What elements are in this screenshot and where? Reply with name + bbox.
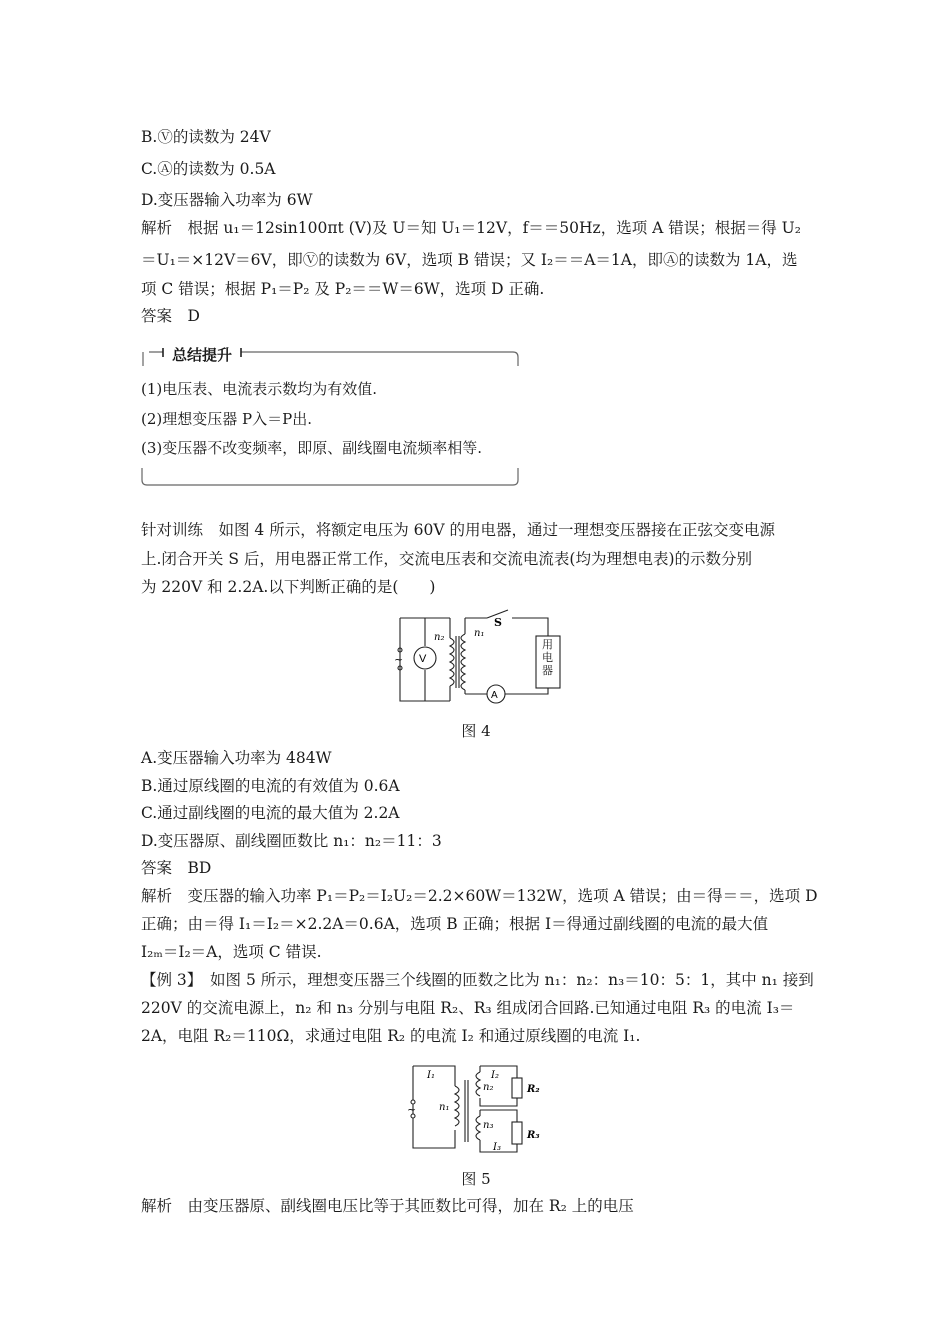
training-para-1: 针对训练 如图 4 所示，将额定电压为 60V 的用电器，通过一理想变压器接在正弦交变电源 xyxy=(141,521,775,539)
fig5-n2-label: n₂ xyxy=(483,1082,494,1093)
option-c: C.通过副线圈的电流的最大值为 2.2A xyxy=(141,804,400,822)
answer-1: 答案 D xyxy=(141,307,200,325)
fig5-i2-label: I₂ xyxy=(491,1070,499,1081)
fig4-n1-label: n₁ xyxy=(474,628,485,639)
option-d: D.变压器原、副线圈匝数比 n₁：n₂＝11：3 xyxy=(141,832,442,850)
fig4-source-tilde: ~ xyxy=(394,653,404,666)
analysis-line-1: 解析 根据 u₁＝12sin100πt (V)及 U＝知 U₁＝12V，f＝＝50Hz，选项 A 错误；根据＝得 U₂ xyxy=(141,219,801,237)
summary-item-3: (3)变压器不改变频率，即原、副线圈电流频率相等. xyxy=(141,439,483,457)
training-para-3: 为 220V 和 2.2A.以下判断正确的是( ) xyxy=(141,578,436,596)
option-b-prev: B.Ⓥ的读数为 24V xyxy=(141,128,271,146)
summary-item-1: (1)电压表、电流表示数均为有效值. xyxy=(141,380,378,398)
summary-box xyxy=(141,348,519,486)
analysis2-line-3: I₂ₘ＝I₂＝A，选项 C 错误. xyxy=(141,943,322,961)
option-d-prev: D.变压器输入功率为 6W xyxy=(141,191,313,209)
example-3-line-3: 2A，电阻 R₂＝110Ω，求通过电阻 R₂ 的电流 I₂ 和通过原线圈的电流 I₁. xyxy=(141,1027,641,1045)
option-a: A.变压器输入功率为 484W xyxy=(141,749,332,767)
analysis-line-2: ＝U₁＝×12V＝6V，即Ⓥ的读数为 6V，选项 B 错误；又 I₂＝＝A＝1A，即Ⓐ的读数为 1A，选 xyxy=(141,251,798,269)
example-3-line-1: 【例 3】 如图 5 所示，理想变压器三个线圈的匝数之比为 n₁：n₂：n₃＝10：5：1，其中 n₁ 接到 xyxy=(141,971,814,989)
option-c-prev: C.Ⓐ的读数为 0.5A xyxy=(141,160,276,178)
fig5-n1-label: n₁ xyxy=(439,1102,450,1113)
training-para-2: 上.闭合开关 S 后，用电器正常工作，交流电压表和交流电流表(均为理想电表)的示数分别 xyxy=(141,550,752,568)
summary-title: 总结提升 xyxy=(166,344,238,365)
fig4-n2-label: n₂ xyxy=(434,632,445,643)
fig4-voltmeter-label: V xyxy=(419,653,427,665)
answer-2: 答案 BD xyxy=(141,859,212,877)
figure-5-circuit xyxy=(405,1058,555,1162)
analysis2-line-2: 正确；由＝得 I₁＝I₂＝×2.2A＝0.6A，选项 B 正确；根据 I＝得通过副线圈的电流的最大值 xyxy=(141,915,769,933)
fig4-ammeter-label: A xyxy=(491,690,498,701)
fig4-switch-label: S xyxy=(494,616,502,629)
analysis-line-3: 项 C 错误；根据 P₁＝P₂ 及 P₂＝＝W＝6W，选项 D 正确. xyxy=(141,280,545,298)
fig4-load-label: 用电器 xyxy=(542,638,553,677)
figure-4-circuit xyxy=(390,606,570,710)
option-b: B.通过原线圈的电流的有效值为 0.6A xyxy=(141,777,400,795)
fig5-n3-label: n₃ xyxy=(483,1120,494,1131)
figure-5-caption: 图 5 xyxy=(461,1170,491,1188)
figure-4-caption: 图 4 xyxy=(461,722,491,740)
analysis3-line-1: 解析 由变压器原、副线圈电压比等于其匝数比可得，加在 R₂ 上的电压 xyxy=(141,1197,634,1215)
fig5-i3-label: I₃ xyxy=(493,1142,501,1153)
summary-item-2: (2)理想变压器 P入＝P出. xyxy=(141,410,312,428)
analysis2-line-1: 解析 变压器的输入功率 P₁＝P₂＝I₂U₂＝2.2×60W＝132W，选项 A 错误；由＝得＝＝，选项 D xyxy=(141,887,818,905)
fig5-i1-label: I₁ xyxy=(427,1070,435,1081)
fig5-r2-label: R₂ xyxy=(527,1084,540,1095)
example-3-line-2: 220V 的交流电源上，n₂ 和 n₃ 分别与电阻 R₂、R₃ 组成闭合回路.已知通过电阻 R₃ 的电流 I₃＝ xyxy=(141,999,795,1017)
fig5-r3-label: R₃ xyxy=(527,1130,540,1141)
fig5-source-tilde: ~ xyxy=(407,1103,417,1116)
